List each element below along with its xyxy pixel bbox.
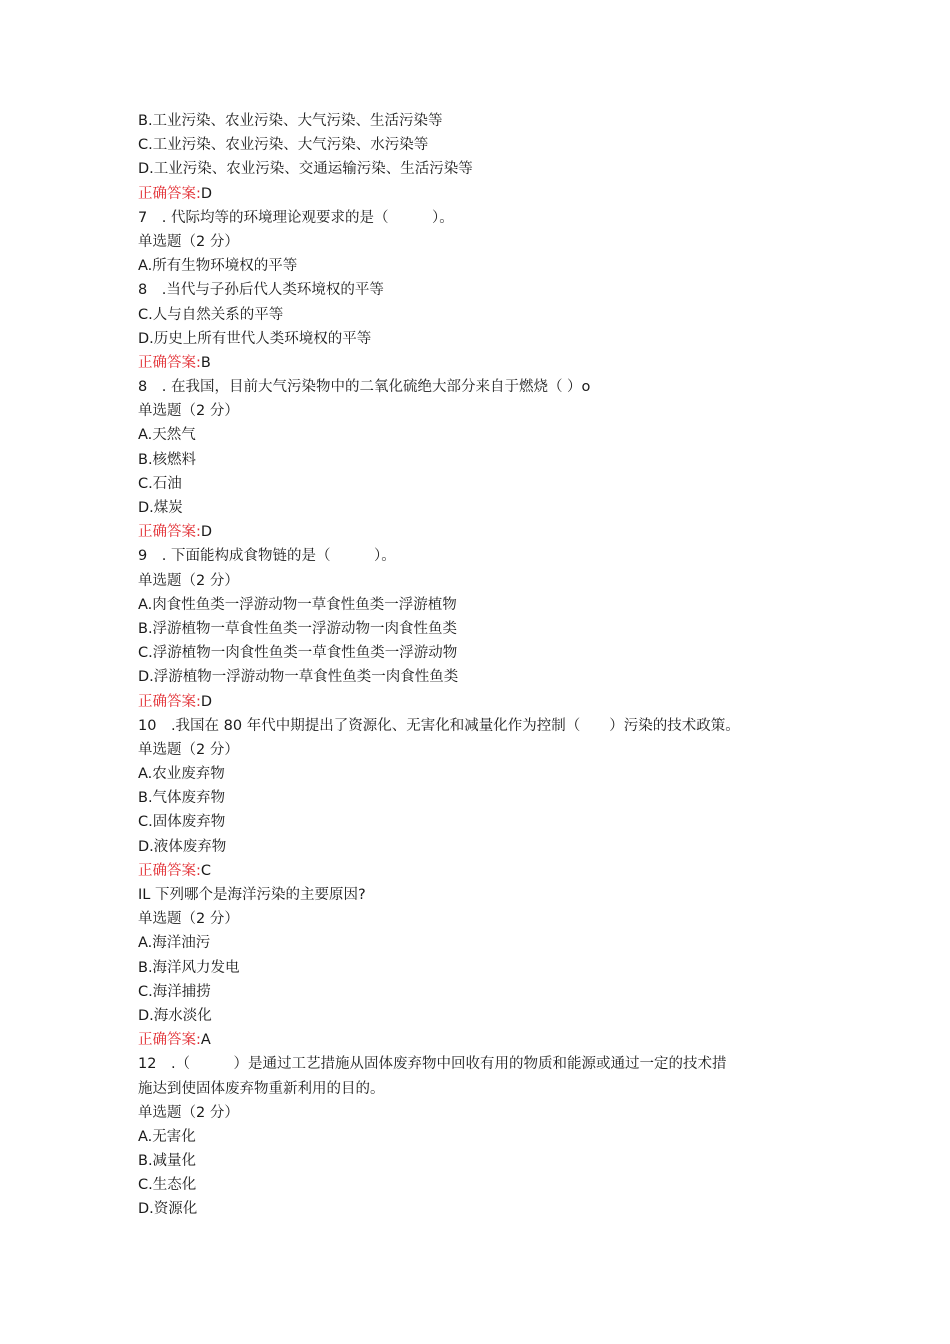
option-line: D.液体废弃物 bbox=[138, 838, 227, 855]
option-line: A.无害化 bbox=[138, 1128, 196, 1145]
answer-line bbox=[138, 520, 818, 544]
question-type: 单选题（2 分） bbox=[138, 911, 239, 928]
answer-label: 正确答案: bbox=[138, 185, 201, 202]
option-line: D.煤炭 bbox=[138, 500, 183, 516]
answer-label: 正确答案: bbox=[138, 862, 201, 879]
document-page bbox=[138, 109, 818, 1222]
option-line: C.石油 bbox=[138, 475, 182, 492]
option-line: D.海水淡化 bbox=[138, 1007, 212, 1024]
answer-value: D bbox=[200, 524, 213, 541]
option-line: B.气体废弃物 bbox=[138, 790, 226, 807]
option-line: C.浮游植物一肉食性鱼类一草食性鱼类一浮游动物 bbox=[138, 645, 458, 662]
option-line: C.工业污染、农业污染、大气污染、水污染等 bbox=[138, 137, 429, 154]
answer-line bbox=[138, 1028, 818, 1052]
answer-value: D bbox=[200, 693, 213, 710]
question-text: 9 . 下面能构成食物链的是（ ）。 bbox=[138, 548, 396, 565]
option-line: C.生态化 bbox=[138, 1177, 197, 1194]
answer-value: C bbox=[200, 862, 212, 879]
option-line: B.浮游植物一草食性鱼类一浮游动物一肉食性鱼类 bbox=[138, 620, 458, 637]
answer-line bbox=[138, 351, 818, 375]
option-line: C.固体废弃物 bbox=[138, 814, 226, 831]
question-text: 8 . 在我国，目前大气污染物中的二氧化硫绝大部分来自于燃烧（ ）o bbox=[138, 379, 591, 396]
question-type: 单选题（2 分） bbox=[138, 572, 239, 589]
answer-label: 正确答案: bbox=[138, 1032, 201, 1049]
option-line: D.工业污染、农业污染、交通运输污染、生活污染等 bbox=[138, 161, 473, 178]
option-line: A.海洋油污 bbox=[138, 935, 211, 952]
answer-label: 正确答案: bbox=[138, 354, 201, 371]
question-type: 单选题（2 分） bbox=[138, 1104, 239, 1121]
answer-label: 正确答案: bbox=[138, 693, 201, 710]
option-line: B.海洋风力发电 bbox=[138, 959, 240, 976]
answer-value: A bbox=[200, 1032, 211, 1049]
answer-line bbox=[138, 859, 818, 883]
option-line: B.减量化 bbox=[138, 1153, 197, 1170]
answer-line bbox=[138, 182, 818, 206]
question-text: 12 .（ ）是通过工艺措施从固体废弃物中回收有用的物质和能源或通过一定的技术措 bbox=[138, 1056, 727, 1073]
answer-label: 正确答案: bbox=[138, 524, 201, 541]
option-line: B.核燃料 bbox=[138, 451, 197, 468]
option-line: A.天然气 bbox=[138, 427, 196, 444]
question-type: 单选题（2 分） bbox=[138, 233, 239, 250]
option-line: D.浮游植物一浮游动物一草食性鱼类一肉食性鱼类 bbox=[138, 669, 459, 686]
answer-value: D bbox=[200, 185, 213, 202]
option-line: 8 .当代与子孙后代人类环境权的平等 bbox=[138, 282, 384, 299]
option-line: C.海洋捕捞 bbox=[138, 983, 211, 1000]
option-line: D.历史上所有世代人类环境权的平等 bbox=[138, 330, 372, 347]
option-line: A.肉食性鱼类一浮游动物一草食性鱼类一浮游植物 bbox=[138, 596, 457, 613]
option-line: A.农业废弃物 bbox=[138, 766, 225, 783]
answer-value: B bbox=[200, 354, 211, 371]
answer-line bbox=[138, 690, 818, 714]
question-text: 施达到使固体废弃物重新利用的目的。 bbox=[138, 1080, 385, 1097]
option-line: B.工业污染、农业污染、大气污染、生活污染等 bbox=[138, 113, 443, 129]
option-line: C.人与自然关系的平等 bbox=[138, 306, 284, 323]
option-line: A.所有生物环境权的平等 bbox=[138, 258, 298, 275]
option-line: D.资源化 bbox=[138, 1201, 198, 1218]
question-text: 7 . 代际均等的环境理论观要求的是（ ）。 bbox=[138, 209, 454, 226]
question-type: 单选题（2 分） bbox=[138, 403, 239, 420]
question-text: 10 .我国在 80 年代中期提出了资源化、无害化和减量化作为控制（ ）污染的技术政策。 bbox=[138, 717, 740, 734]
question-text: IL 下列哪个是海洋污染的主要原因? bbox=[138, 887, 366, 903]
question-type: 单选题（2 分） bbox=[138, 741, 239, 758]
